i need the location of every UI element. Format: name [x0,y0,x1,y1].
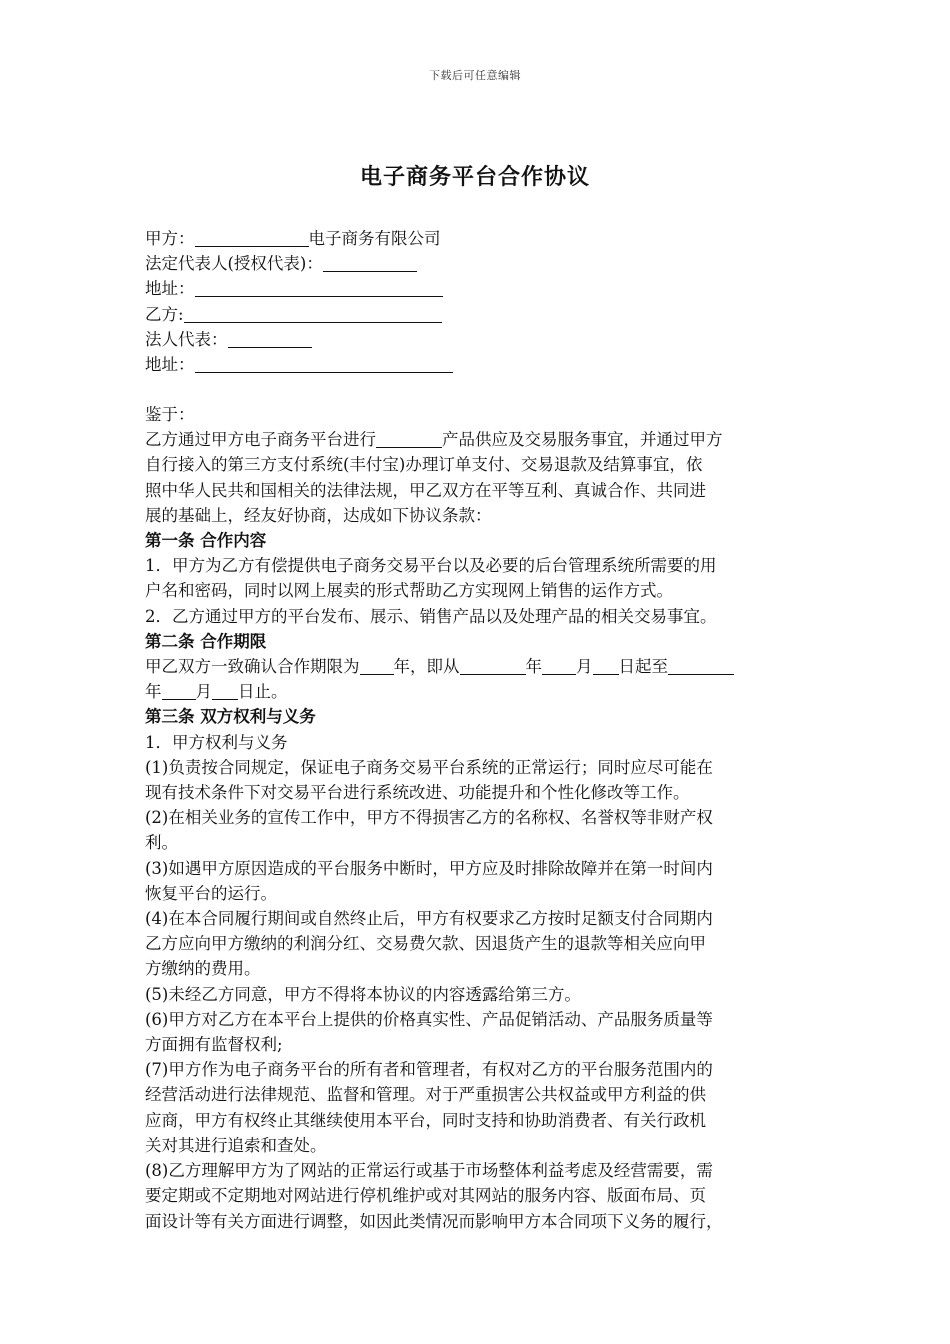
clause-text: 应商，甲方有权终止其继续使用本平台，同时支持和协助消费者、有关行政机 [145,1110,706,1130]
blank-underline [376,429,442,448]
party-a-line [145,226,810,251]
preamble-line [145,427,810,452]
article-1-text: 户名和密码，同时以网上展卖的形式帮助乙方实现网上销售的运作方式。 [145,581,673,601]
party-a-suffix: 电子商务有限公司 [308,229,441,248]
legal-person-label: 法人代表： [145,329,228,349]
clause-text: 经营活动进行法律规范、监督和管理。对于严重损害公共权益或甲方利益的供 [145,1085,706,1105]
blank-underline [195,354,453,373]
party-b-label: 乙方: [145,304,184,324]
legal-rep-line [145,251,810,276]
preamble-line: 照中华人民共和国相关的法律法规，甲乙双方在平等互利、真诚合作、共同进 [145,480,706,500]
clause-text: (4)在本合同履行期间或自然终止后，甲方有权要求乙方按时足额支付合同期内 [145,909,713,929]
clause-text: 关对其进行追索和查处。 [145,1135,327,1155]
legal-person-line [145,327,810,352]
term-text: 年 [145,682,162,702]
clause-text: 面设计等有关方面进行调整，如因此类情况而影响甲方本合同项下义务的履行， [145,1211,723,1231]
document-title: 电子商务平台合作协议 [359,164,590,190]
clause-text: (6)甲方对乙方在本平台上提供的价格真实性、产品促销活动、产品服务质量等 [145,1009,713,1029]
clause-text: 现有技术条件下对交易平台进行系统改进、功能提升和个性化修改等工作。 [145,783,690,803]
term-text: 甲乙双方一致确认合作期限为 [145,657,360,677]
term-line [145,654,810,679]
term-text: 月 [576,657,593,677]
clause-text: (5)未经乙方同意，甲方不得将本协议的内容透露给第三方。 [145,984,581,1004]
term-text: 日起至 [618,657,668,677]
blank-underline [212,681,238,700]
preamble-line: 自行接入的第三方支付系统(丰付宝)办理订单支付、交易退款及结算事宜，依 [145,455,703,475]
clause-text: 恢复平台的运行。 [145,883,277,903]
blank-underline [195,228,309,247]
clause-text: (3)如遇甲方原因造成的平台服务中断时，甲方应及时排除故障并在第一时间内 [145,858,713,878]
address-a-label: 地址： [145,279,195,299]
term-text: 年，即从 [393,657,460,677]
address-b-line [145,352,810,377]
preamble-text: 乙方通过甲方电子商务平台进行 [145,430,376,450]
clause-text: (2)在相关业务的宣传工作中，甲方不得损害乙方的名称权、名誉权等非财产权 [145,808,713,828]
agreement-body [145,402,810,1234]
blank-underline [228,329,312,348]
blank-underline [184,304,442,323]
article-1-text: 2．乙方通过甲方的平台发布、展示、销售产品以及处理产品的相关交易事宜。 [145,606,717,626]
blank-underline [668,656,734,675]
clause-text: 乙方应向甲方缴纳的利润分红、交易费欠款、因退货产生的退款等相关应向甲 [145,934,706,954]
legal-rep-label: 法定代表人(授权代表)： [145,254,323,274]
party-b-line [145,302,810,327]
article-2-heading: 第二条 合作期限 [145,631,267,651]
blank-underline [460,656,526,675]
blank-underline [195,278,443,297]
blank-underline [542,656,576,675]
clause-text: 方面拥有监督权利; [145,1035,283,1055]
clause-text: 方缴纳的费用。 [145,959,261,979]
header-note: 下载后可任意编辑 [429,69,521,82]
preamble-text: 产品供应及交易服务事宜，并通过甲方 [442,430,723,450]
term-text: 日止。 [238,682,288,702]
article-1-text: 1．甲方为乙方有偿提供电子商务交易平台以及必要的后台管理系统所需要的用 [145,556,717,576]
clause-text: (7)甲方作为电子商务平台的所有者和管理者，有权对乙方的平台服务范围内的 [145,1060,713,1080]
parties-section [145,226,810,377]
term-text: 月 [195,682,212,702]
clause-text: (8)乙方理解甲方为了网站的正常运行或基于市场整体利益考虑及经营需要，需 [145,1161,713,1181]
blank-underline [323,253,417,272]
article-1-heading: 第一条 合作内容 [145,531,267,551]
term-line [145,679,810,704]
clause-text: 利。 [145,833,178,853]
term-text: 年 [525,657,542,677]
article-3-subheading: 1．甲方权利与义务 [145,732,288,752]
clause-text: (1)负责按合同规定，保证电子商务交易平台系统的正常运行；同时应尽可能在 [145,757,713,777]
preamble-line: 展的基础上，经友好协商，达成如下协议条款： [145,505,492,525]
blank-underline [593,656,619,675]
article-3-heading: 第三条 双方权利与义务 [145,707,316,727]
clause-text: 要定期或不定期地对网站进行停机维护或对其网站的服务内容、版面布局、页 [145,1186,706,1206]
address-b-label: 地址： [145,355,195,375]
address-a-line [145,276,810,301]
blank-underline [162,681,196,700]
whereas-label: 鉴于： [145,405,195,424]
party-a-label: 甲方： [145,229,195,248]
blank-underline [360,656,394,675]
